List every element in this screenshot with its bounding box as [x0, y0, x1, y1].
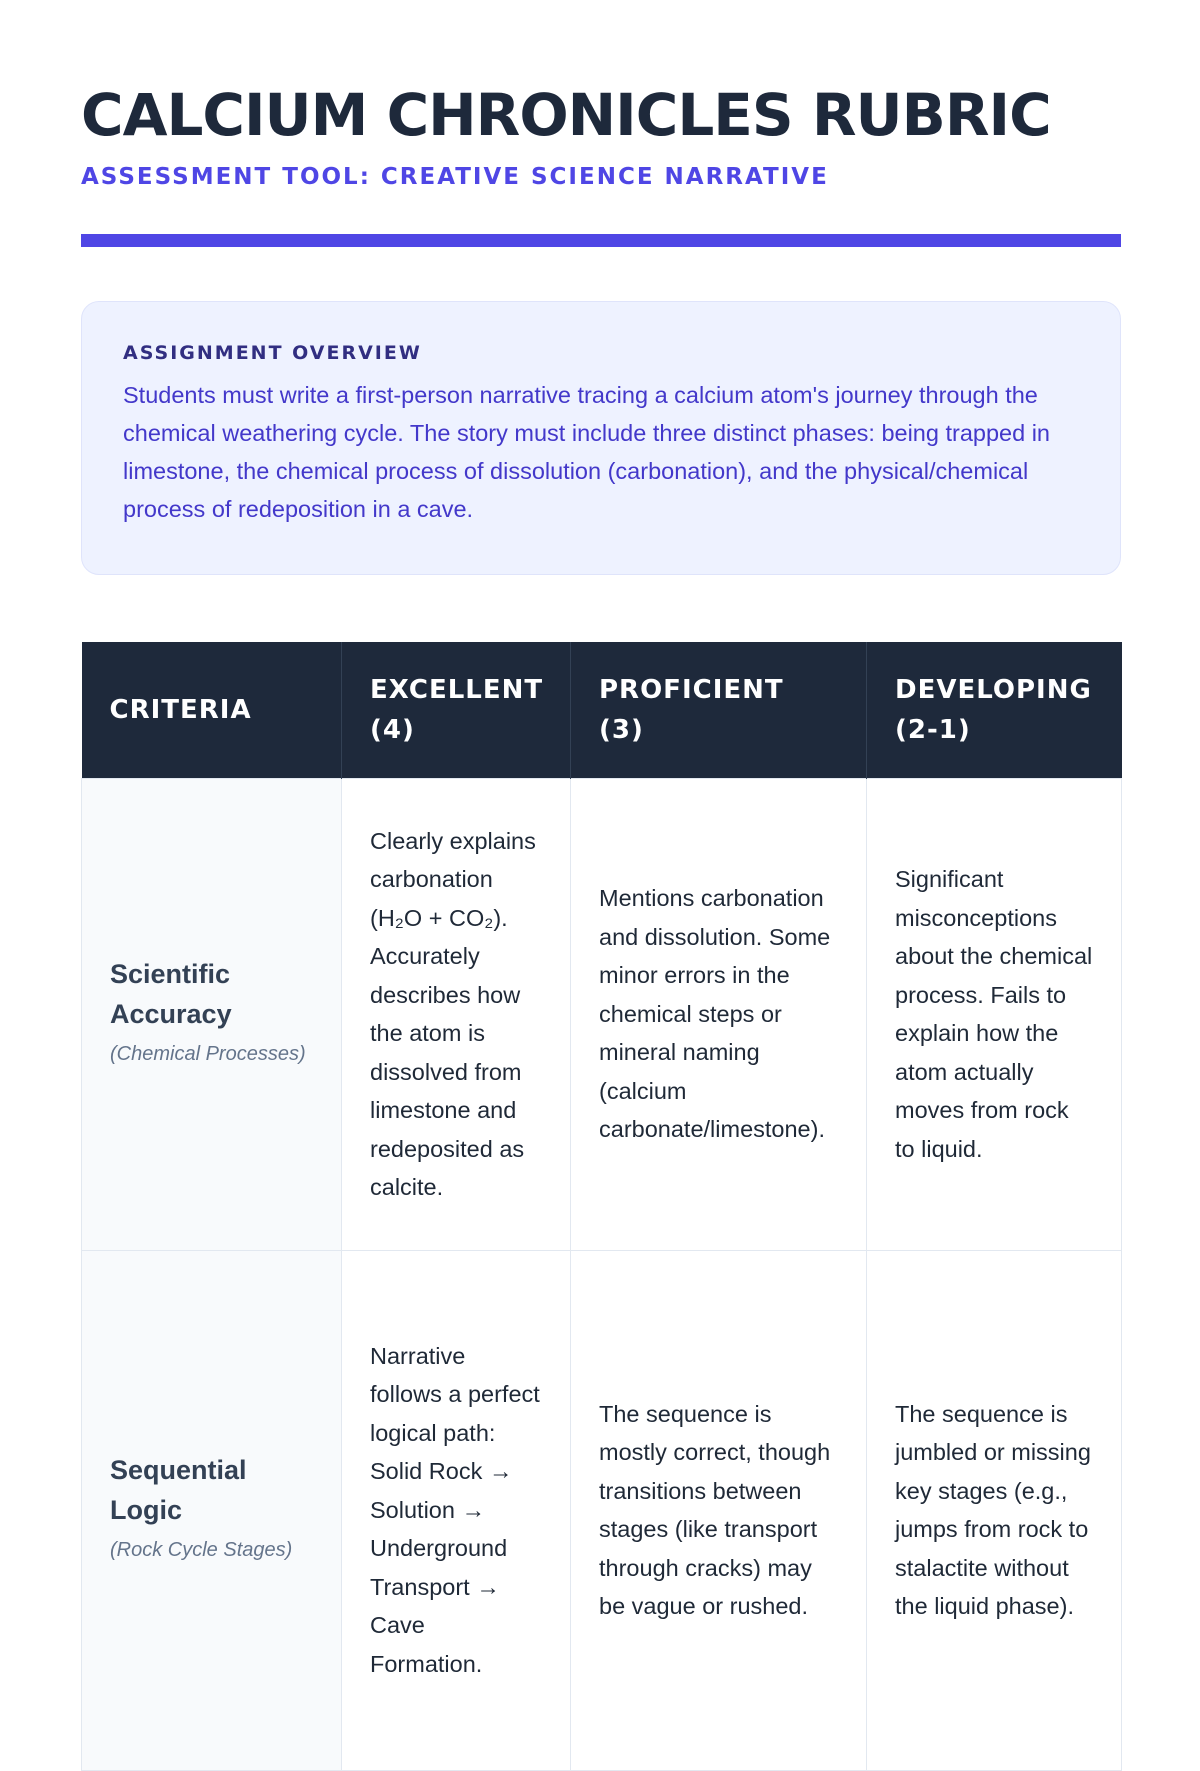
rubric-table: [81, 642, 1122, 1771]
developing-cell: The sequence is jumbled or missing key stages (e.g., jumps from rock to stalactite without the liquid phase).: [867, 1250, 1122, 1770]
overview-text: Students must write a first-person narrative tracing a calcium atom's journey through the chemical weathering cycle. The story must include three distinct phases: being trapped in limestone, the chemical process of dissolution (carbonation), and the physical/chemical process of redeposition in a cave.: [123, 382, 1050, 522]
excellent-cell: Clearly explains carbonation (H₂O + CO₂). Accurately describes how the atom is dissolved from limestone and redeposited as calcite.: [342, 778, 571, 1250]
header-excellent: EXCELLENT (4): [342, 642, 571, 778]
proficient-cell: The sequence is mostly correct, though transitions between stages (like transport through cracks) may be vague or rushed.: [571, 1250, 867, 1770]
proficient-cell: Mentions carbonation and dissolution. Some minor errors in the chemical steps or mineral naming (calcium carbonate/limestone).: [571, 778, 867, 1250]
developing-cell: Significant misconceptions about the chemical process. Fails to explain how the atom actually moves from rock to liquid.: [867, 778, 1122, 1250]
criterion-cell: [82, 1250, 342, 1770]
header-divider: [81, 234, 1121, 247]
page-subtitle: ASSESSMENT TOOL: CREATIVE SCIENCE NARRATIVE: [81, 164, 829, 190]
table-row: [82, 778, 1122, 1250]
table-row: [82, 1250, 1122, 1770]
excellent-cell: Narrative follows a perfect logical path: Solid Rock → Solution → Underground Transport → Cave Formation.: [342, 1250, 571, 1770]
overview-label: ASSIGNMENT OVERVIEW: [123, 342, 422, 364]
header-developing: DEVELOPING (2-1): [867, 642, 1122, 778]
criterion-name: Scientific Accuracy: [110, 959, 232, 1029]
header-proficient: PROFICIENT (3): [571, 642, 867, 778]
criterion-name: Sequential Logic: [110, 1455, 247, 1525]
rubric-header-row: [82, 642, 1122, 778]
page-title: CALCIUM CHRONICLES RUBRIC: [81, 81, 1051, 149]
assignment-overview-box: [81, 301, 1121, 575]
header-criteria: CRITERIA: [82, 642, 342, 778]
criterion-cell: [82, 778, 342, 1250]
criterion-note: (Chemical Processes): [110, 1043, 306, 1065]
criterion-note: (Rock Cycle Stages): [110, 1539, 293, 1561]
